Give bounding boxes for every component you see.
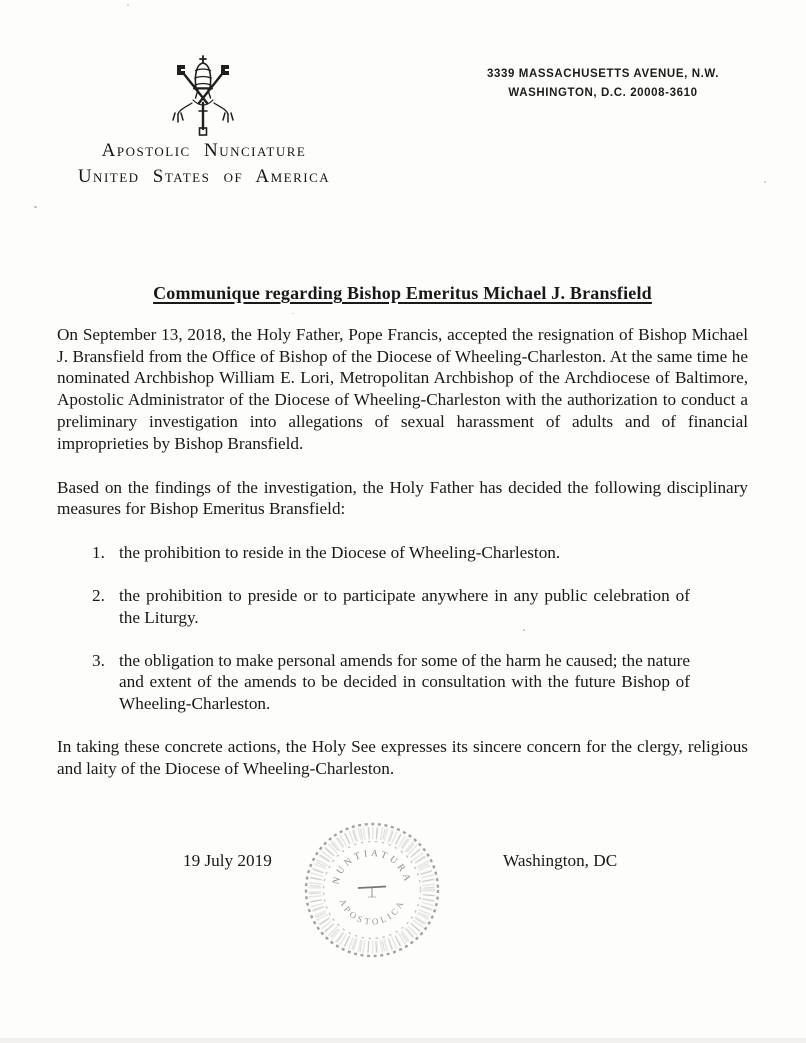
list-item — [92, 585, 690, 629]
letter-title: Communique regarding Bishop Emeritus Michael J. Bransfield — [153, 283, 652, 303]
list-item-text: the prohibition to preside or to participate anywhere in any public celebration of the Liturgy. — [119, 585, 690, 627]
address-line-2: WASHINGTON, D.C. 20008-3610 — [508, 86, 698, 99]
signoff-row — [57, 814, 748, 1004]
letter-date: 19 July 2019 — [183, 850, 272, 870]
scan-speck — [523, 629, 525, 631]
org-line-1: Apostolic Nunciature — [101, 140, 307, 161]
letter-body — [57, 283, 748, 1004]
seal-ring-text-top: NUNTIATURA — [331, 848, 413, 886]
paragraph-closing: In taking these concrete actions, the Holy See expresses its sincere concern for the clergy, religious and laity of the Diocese of Wheeling-Charleston. — [57, 736, 748, 778]
address-line-1: 3339 MASSACHUSETTS AVENUE, N.W. — [486, 68, 720, 80]
list-item-number: 2. — [92, 585, 105, 605]
svg-text:NUNTIATURA — [331, 848, 412, 885]
vatican-crest-icon — [171, 54, 235, 138]
org-line-2: United States of America — [77, 165, 331, 187]
scan-edge-shadow — [0, 1038, 806, 1043]
list-item-text: the prohibition to reside in the Diocese of Wheeling-Charleston. — [119, 543, 561, 563]
embossed-seal-icon — [299, 816, 445, 964]
list-item-text: the obligation to make personal amends for some of the harm he caused; the nature and extent of the amends to be decided in consultation with the future Bishop of Wheeling-Charleston. — [119, 650, 690, 714]
scan-speck — [127, 4, 129, 6]
list-item — [92, 542, 690, 564]
list-item-number: 3. — [92, 650, 105, 670]
letterhead-address — [453, 65, 753, 102]
letter-location: Washington, DC — [503, 850, 618, 870]
scan-speck — [34, 206, 37, 208]
scan-speck — [292, 313, 294, 314]
svg-text:APOSTOLICA — [337, 897, 406, 927]
seal-ring-text-bottom: APOSTOLICA — [337, 896, 407, 927]
list-item-number: 1. — [92, 543, 105, 563]
list-item — [92, 650, 690, 715]
disciplinary-measures-list — [57, 542, 748, 715]
paragraph-resignation: On September 13, 2018, the Holy Father, Pope Francis, accepted the resignation of Bishop Michael J. Bransfield from the Office of Bishop of the Diocese of Wheeling-Charleston. At the same time he nominated Archbishop William E. Lori, Metropolitan Archbishop of the Archdiocese of Baltimore, Apostolic Administrator of the Diocese of Wheeling-Charleston with the authorization to conduct a preliminary investigation into allegations of sexual harassment of adults and of financial improprieties by Bishop Bransfield. — [57, 324, 748, 453]
paragraph-findings: Based on the findings of the investigation, the Holy Father has decided the following disciplinary measures for Bishop Emeritus Bransfield: — [57, 477, 748, 519]
letterhead-organization — [8, 138, 400, 189]
scan-speck — [764, 181, 766, 183]
